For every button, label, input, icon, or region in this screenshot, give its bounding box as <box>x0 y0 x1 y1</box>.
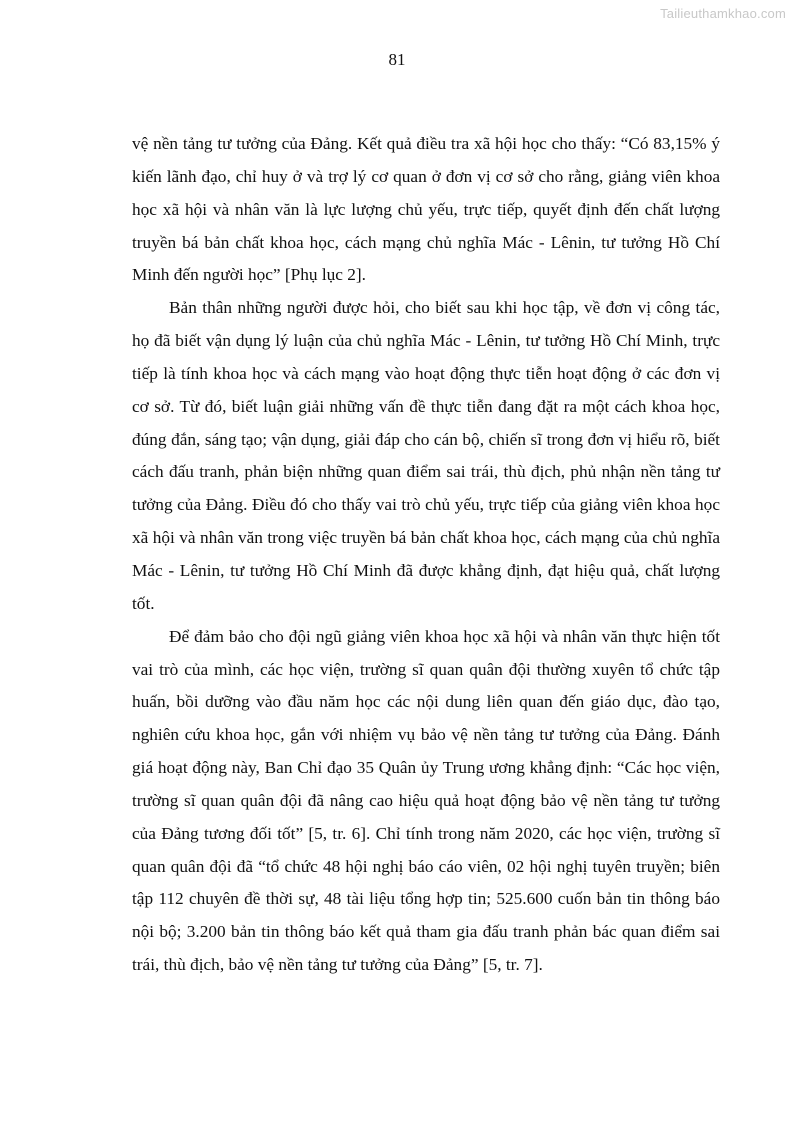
paragraph-2: Bản thân những người được hỏi, cho biết sau khi học tập, về đơn vị công tác, họ đã biết vận dụng lý luận của chủ nghĩa Mác - Lênin, tư tưởng Hồ Chí Minh, trực tiếp là tính khoa học và cách mạng vào hoạt động thực tiễn hoạt động ở các đơn vị cơ sở. Từ đó, biết luận giải những vấn đề thực tiễn đang đặt ra một cách khoa học, đúng đắn, sáng tạo; vận dụng, giải đáp cho cán bộ, chiến sĩ trong đơn vị hiểu rõ, biết cách đấu tranh, phản biện những quan điểm sai trái, thù địch, phủ nhận nền tảng tư tưởng của Đảng. Điều đó cho thấy vai trò chủ yếu, trực tiếp của giảng viên khoa học xã hội và nhân văn trong việc truyền bá bản chất khoa học, cách mạng của chủ nghĩa Mác - Lênin, tư tưởng Hồ Chí Minh đã được khẳng định, đạt hiệu quả, chất lượng tốt. <box>132 298 720 613</box>
paragraph-3: Để đảm bảo cho đội ngũ giảng viên khoa học xã hội và nhân văn thực hiện tốt vai trò của mình, các học viện, trường sĩ quan quân đội thường xuyên tổ chức tập huấn, bồi dưỡng vào đầu năm học các nội dung liên quan đến giáo dục, đào tạo, nghiên cứu khoa học, gắn với nhiệm vụ bảo vệ nền tảng tư tưởng của Đảng. Đánh giá hoạt động này, Ban Chỉ đạo 35 Quân ủy Trung ương khẳng định: “Các học viện, trường sĩ quan quân đội đã nâng cao hiệu quả hoạt động bảo vệ nền tảng tư tưởng của Đảng tương đối tốt” [5, tr. 6]. Chỉ tính trong năm 2020, các học viện, trường sĩ quan quân đội đã “tổ chức 48 hội nghị báo cáo viên, 02 hội nghị tuyên truyền; biên tập 112 chuyên đề thời sự, 48 tài liệu tổng hợp tin; 525.600 cuốn bản tin thông báo nội bộ; 3.200 bản tin thông báo kết quả tham gia đấu tranh phản bác quan điểm sai trái, thù địch, bảo vệ nền tảng tư tưởng của Đảng” [5, tr. 7]. <box>132 626 720 975</box>
watermark: Tailieuthamkhao.com <box>660 6 786 21</box>
page-number: 81 <box>388 50 406 69</box>
body-text <box>132 128 720 982</box>
paragraph-1: vệ nền tảng tư tưởng của Đảng. Kết quả điều tra xã hội học cho thấy: “Có 83,15% ý kiến lãnh đạo, chỉ huy ở và trợ lý cơ quan ở đơn vị cơ sở cho rằng, giảng viên khoa học xã hội và nhân văn là lực lượng chủ yếu, trực tiếp, quyết định đến chất lượng truyền bá bản chất khoa học, cách mạng chủ nghĩa Mác - Lênin, tư tưởng Hồ Chí Minh đến người học” [Phụ lục 2]. <box>132 134 720 285</box>
